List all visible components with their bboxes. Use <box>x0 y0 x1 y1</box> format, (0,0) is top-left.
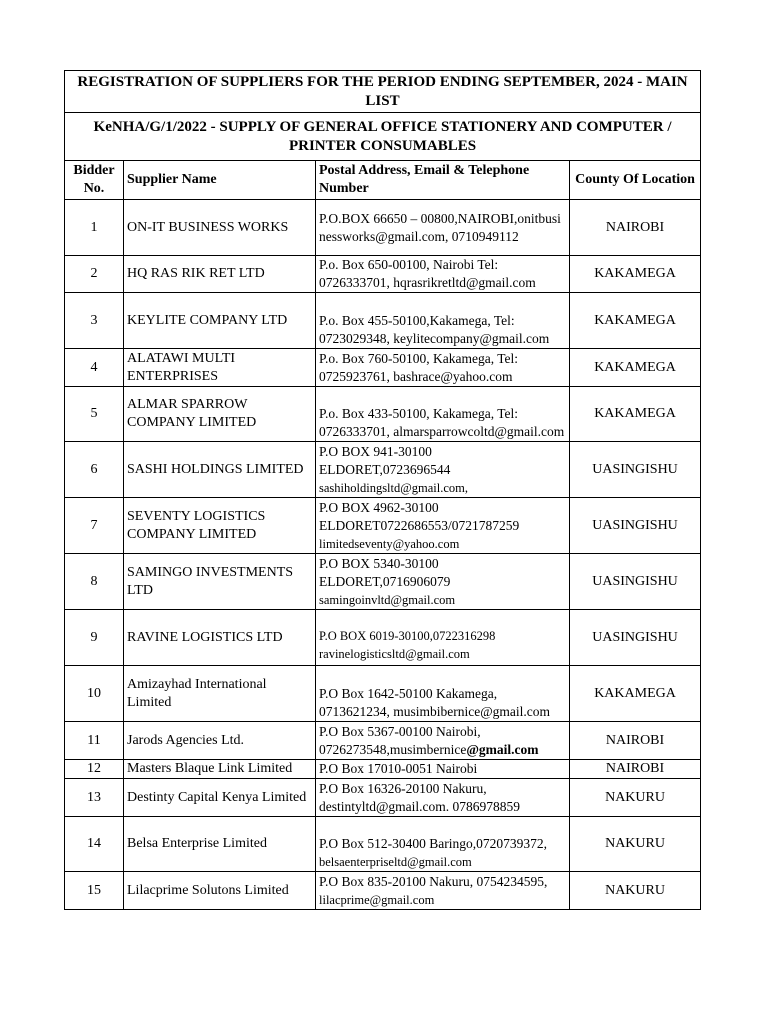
supplier-name: Lilacprime Solutons Limited <box>124 872 316 910</box>
supplier-name: Belsa Enterprise Limited <box>124 817 316 872</box>
supplier-address: P.O Box 17010-0051 Nairobi <box>316 760 570 779</box>
table-row <box>65 200 701 256</box>
supplier-county: NAIROBI <box>570 722 701 760</box>
table-row <box>65 666 701 722</box>
address-line: P.O Box 512-30400 Baringo,0720739372, <box>319 836 548 851</box>
supplier-county: UASINGISHU <box>570 610 701 666</box>
supplier-name: Masters Blaque Link Limited <box>124 760 316 779</box>
supplier-name: ALMAR SPARROW COMPANY LIMITED <box>124 387 316 442</box>
bidder-no: 15 <box>65 872 124 910</box>
bidder-no: 9 <box>65 610 124 666</box>
supplier-address: P.O Box 1642-50100 Kakamega, 0713621234, musimbibernice@gmail.com <box>316 666 570 722</box>
supplier-county: KAKAMEGA <box>570 256 701 293</box>
address-text: P.O Box 5367-00100 Nairobi, 0726273548,musimbernice <box>319 723 481 757</box>
header-supplier-name: Supplier Name <box>124 161 316 200</box>
bidder-no: 4 <box>65 349 124 387</box>
suppliers-table <box>64 70 701 910</box>
supplier-address <box>316 610 570 666</box>
table-row <box>65 554 701 610</box>
supplier-name: SAMINGO INVESTMENTS LTD <box>124 554 316 610</box>
email-line: belsaenterpriseltd@gmail.com <box>319 855 472 869</box>
email-domain-text: @gmail.com <box>466 741 539 757</box>
supplier-name: HQ RAS RIK RET LTD <box>124 256 316 293</box>
table-row <box>65 817 701 872</box>
address-line: P.O BOX 5340-30100 ELDORET,0716906079 <box>319 555 451 589</box>
bidder-no: 13 <box>65 779 124 817</box>
supplier-address: P.o. Box 760-50100, Kakamega, Tel: 0725923761, bashrace@yahoo.com <box>316 349 570 387</box>
supplier-county: KAKAMEGA <box>570 293 701 349</box>
email-line: sashiholdingsltd@gmail.com, <box>319 480 469 495</box>
bidder-no: 5 <box>65 387 124 442</box>
title-row <box>65 71 701 113</box>
bidder-no: 7 <box>65 498 124 554</box>
supplier-name: Amizayhad International Limited <box>124 666 316 722</box>
table-row <box>65 349 701 387</box>
supplier-address: P.O.BOX 66650 – 00800,NAIROBI,onitbusinessworks@gmail.com, 0710949112 <box>316 200 570 256</box>
bidder-no: 2 <box>65 256 124 293</box>
supplier-name: KEYLITE COMPANY LTD <box>124 293 316 349</box>
supplier-name: Destinty Capital Kenya Limited <box>124 779 316 817</box>
email-line: samingoinvltd@gmail.com <box>319 592 456 607</box>
supplier-county: UASINGISHU <box>570 554 701 610</box>
supplier-county: NAKURU <box>570 817 701 872</box>
supplier-name: ON-IT BUSINESS WORKS <box>124 200 316 256</box>
header-bidder-no: Bidder No. <box>65 161 124 200</box>
supplier-county: NAKURU <box>570 779 701 817</box>
table-row <box>65 779 701 817</box>
supplier-name: RAVINE LOGISTICS LTD <box>124 610 316 666</box>
table-row <box>65 722 701 760</box>
table-row <box>65 256 701 293</box>
header-county: County Of Location <box>570 161 701 200</box>
table-row <box>65 293 701 349</box>
address-line: P.O BOX 941-30100 ELDORET,0723696544 <box>319 443 451 477</box>
supplier-county: NAIROBI <box>570 760 701 779</box>
bidder-no: 3 <box>65 293 124 349</box>
table-row <box>65 387 701 442</box>
table-row <box>65 760 701 779</box>
bidder-no: 12 <box>65 760 124 779</box>
bidder-no: 8 <box>65 554 124 610</box>
address-line: P.O Box 835-20100 Nakuru, 0754234595, <box>319 873 548 889</box>
supplier-county: KAKAMEGA <box>570 666 701 722</box>
document-title: REGISTRATION OF SUPPLIERS FOR THE PERIOD ENDING SEPTEMBER, 2024 - MAIN LIST <box>65 71 701 113</box>
table-row <box>65 610 701 666</box>
bidder-no: 14 <box>65 817 124 872</box>
table-row <box>65 872 701 910</box>
supplier-name: SASHI HOLDINGS LIMITED <box>124 442 316 498</box>
supplier-address <box>316 442 570 498</box>
supplier-county: KAKAMEGA <box>570 387 701 442</box>
supplier-address <box>316 498 570 554</box>
tender-subtitle: KeNHA/G/1/2022 - SUPPLY OF GENERAL OFFICE STATIONERY AND COMPUTER / PRINTER CONSUMABLES <box>65 113 701 161</box>
subtitle-row <box>65 113 701 161</box>
bidder-no: 6 <box>65 442 124 498</box>
supplier-name: ALATAWI MULTI ENTERPRISES <box>124 349 316 387</box>
bidder-no: 11 <box>65 722 124 760</box>
header-address: Postal Address, Email & Telephone Number <box>316 161 570 200</box>
supplier-address <box>316 872 570 910</box>
table-row <box>65 498 701 554</box>
email-line: lilacprime@gmail.com <box>319 892 435 907</box>
address-line: P.O BOX 6019-30100,0722316298 <box>319 629 496 643</box>
supplier-county: UASINGISHU <box>570 442 701 498</box>
supplier-address <box>316 722 570 760</box>
supplier-county: NAIROBI <box>570 200 701 256</box>
supplier-address <box>316 554 570 610</box>
supplier-address: P.O Box 16326-20100 Nakuru, destintyltd@gmail.com. 0786978859 <box>316 779 570 817</box>
bidder-no: 10 <box>65 666 124 722</box>
supplier-address <box>316 817 570 872</box>
supplier-address: P.o. Box 455-50100,Kakamega, Tel: 0723029348, keylitecompany@gmail.com <box>316 293 570 349</box>
supplier-address: P.o. Box 433-50100, Kakamega, Tel: 0726333701, almarsparrowcoltd@gmail.com <box>316 387 570 442</box>
supplier-name: Jarods Agencies Ltd. <box>124 722 316 760</box>
email-line: ravinelogisticsltd@gmail.com <box>319 647 470 661</box>
supplier-address: P.o. Box 650-00100, Nairobi Tel: 0726333701, hqrasrikretltd@gmail.com <box>316 256 570 293</box>
supplier-name: SEVENTY LOGISTICS COMPANY LIMITED <box>124 498 316 554</box>
table-row <box>65 442 701 498</box>
email-line: limitedseventy@yahoo.com <box>319 536 460 551</box>
address-line: P.O BOX 4962-30100 ELDORET0722686553/0721787259 <box>319 499 520 533</box>
bidder-no: 1 <box>65 200 124 256</box>
header-row <box>65 161 701 200</box>
supplier-county: NAKURU <box>570 872 701 910</box>
supplier-county: UASINGISHU <box>570 498 701 554</box>
supplier-county: KAKAMEGA <box>570 349 701 387</box>
